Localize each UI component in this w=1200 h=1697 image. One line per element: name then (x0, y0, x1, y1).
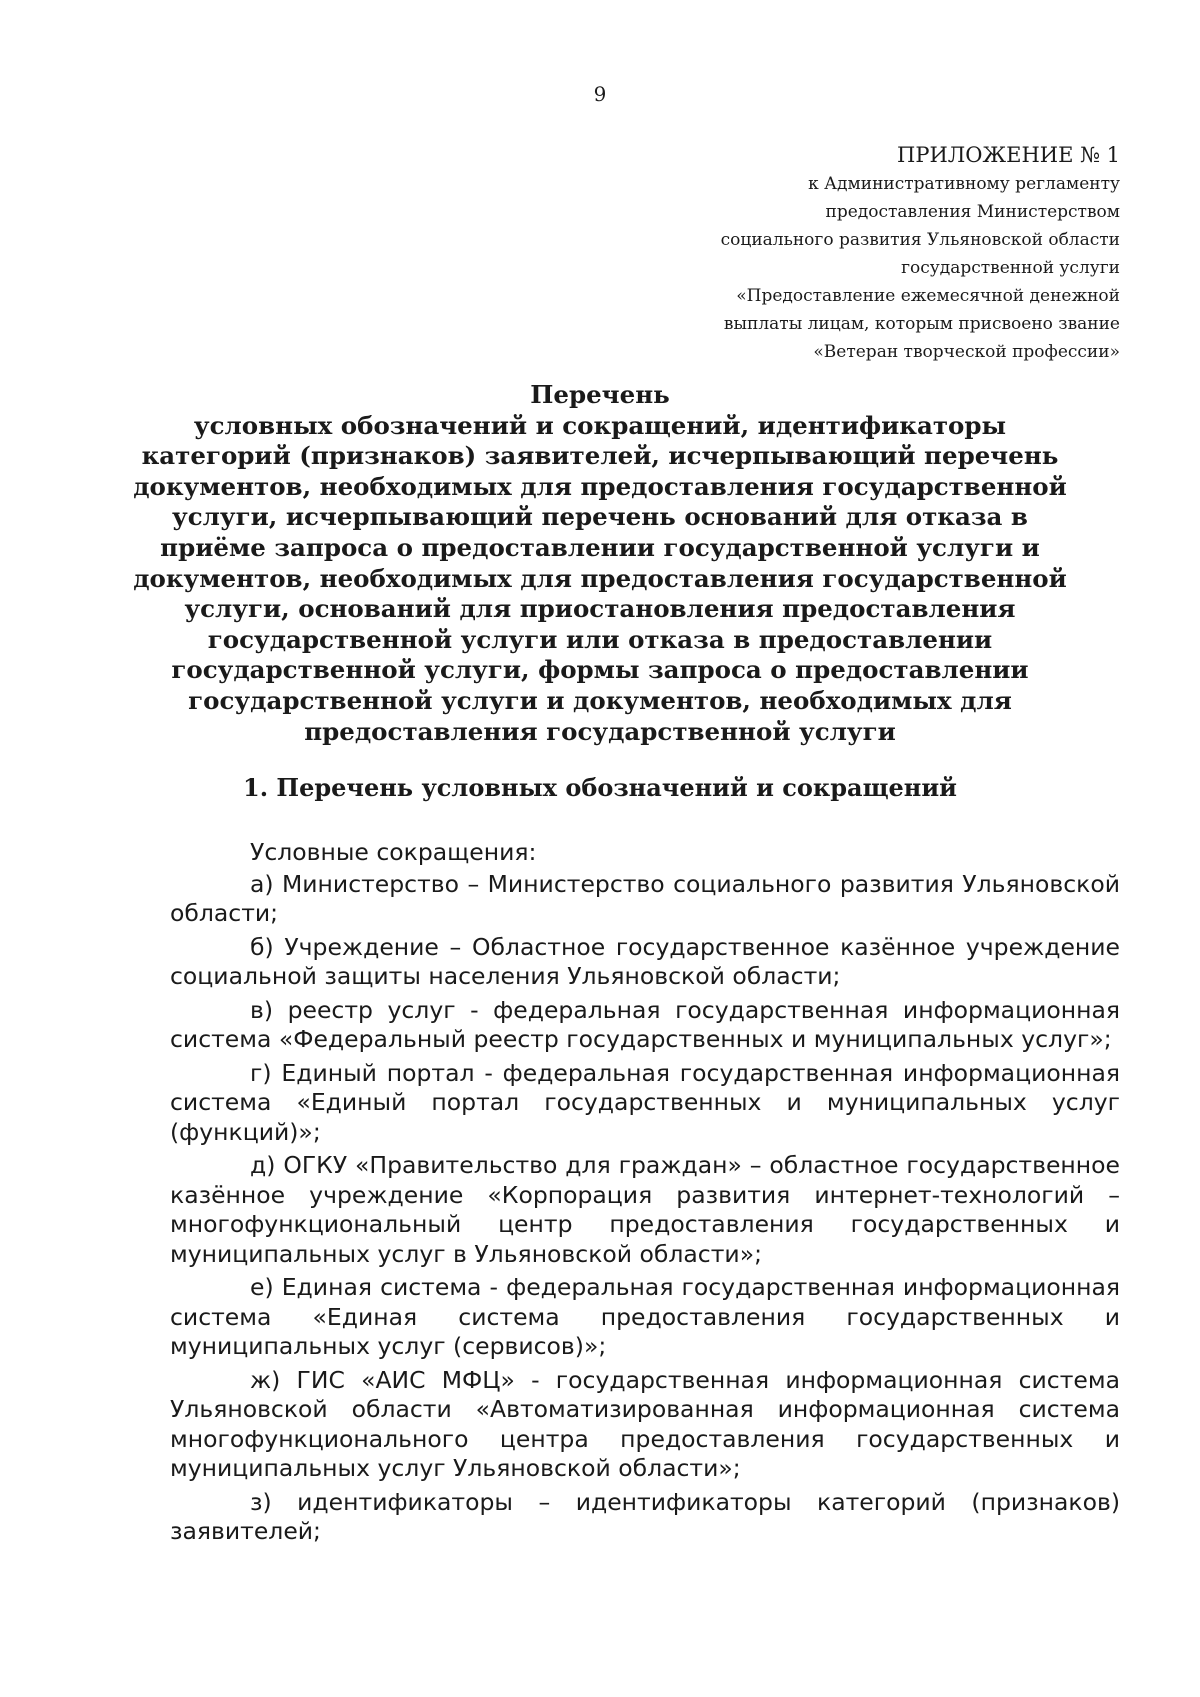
section-heading: 1. Перечень условных обозначений и сокращений (243, 773, 957, 802)
list-item: г) Единый портал - федеральная государственная информационная система «Единый портал государственных и муниципальных услуг (функций)»; (170, 1058, 1120, 1146)
document-title (120, 380, 1080, 747)
list-item: д) ОГКУ «Правительство для граждан» – областное государственное казённое учреждение «Корпорация развития интернет-технологий – многофункциональный центр предоставления государственных и муниципальных услуг в Ульяновской области»; (170, 1151, 1120, 1268)
list-item: в) реестр услуг - федеральная государственная информационная система «Федеральный реестр государственных и муниципальных услуг»; (170, 995, 1120, 1053)
section-body (170, 838, 1120, 1551)
appendix-title: ПРИЛОЖЕНИЕ № 1 (897, 143, 1120, 167)
appendix-line: к Административному регламенту (808, 174, 1120, 194)
section-intro: Условные сокращения: (250, 838, 537, 866)
appendix-line: государственной услуги (901, 258, 1120, 278)
document-title-heading: Перечень (530, 380, 670, 409)
list-item: з) идентификаторы – идентификаторы категорий (признаков) заявителей; (170, 1487, 1120, 1545)
appendix-header (600, 140, 1120, 366)
list-item: а) Министерство – Министерство социального развития Ульяновской области; (170, 869, 1120, 927)
list-item: б) Учреждение – Областное государственное казённое учреждение социальной защиты населения Ульяновской области; (170, 932, 1120, 990)
appendix-line: «Предоставление ежемесячной денежной (736, 286, 1120, 306)
appendix-line: предоставления Министерством (825, 202, 1120, 222)
appendix-line: выплаты лицам, которым присвоено звание (723, 314, 1120, 334)
list-item: ж) ГИС «АИС МФЦ» - государственная информационная система Ульяновской области «Автоматизированная информационная система многофункционального центра предоставления государственных и муниципальных услуг Ульяновской области»; (170, 1365, 1120, 1482)
page-number: 9 (593, 82, 607, 106)
appendix-line: «Ветеран творческой профессии» (813, 342, 1120, 362)
list-item: е) Единая система - федеральная государственная информационная система «Единая система предоставления государственных и муниципальных услуг (сервисов)»; (170, 1273, 1120, 1360)
document-title-text: условных обозначений и сокращений, идентификаторы категорий (признаков) заявителей, исчерпывающий перечень документов, необходимых для предоставления государственной услуги, исчерпывающий перечень оснований для отказа в приёме запроса о предоставлении государственной услуги и документов, необходимых для предоставления государственной услуги, оснований для приостановления предоставления государственной услуги или отказа в предоставлении государственной услуги, формы запроса о предоставлении государственной услуги и документов, необходимых для предоставления государственной услуги (133, 410, 1067, 746)
appendix-line: социального развития Ульяновской области (720, 230, 1120, 250)
